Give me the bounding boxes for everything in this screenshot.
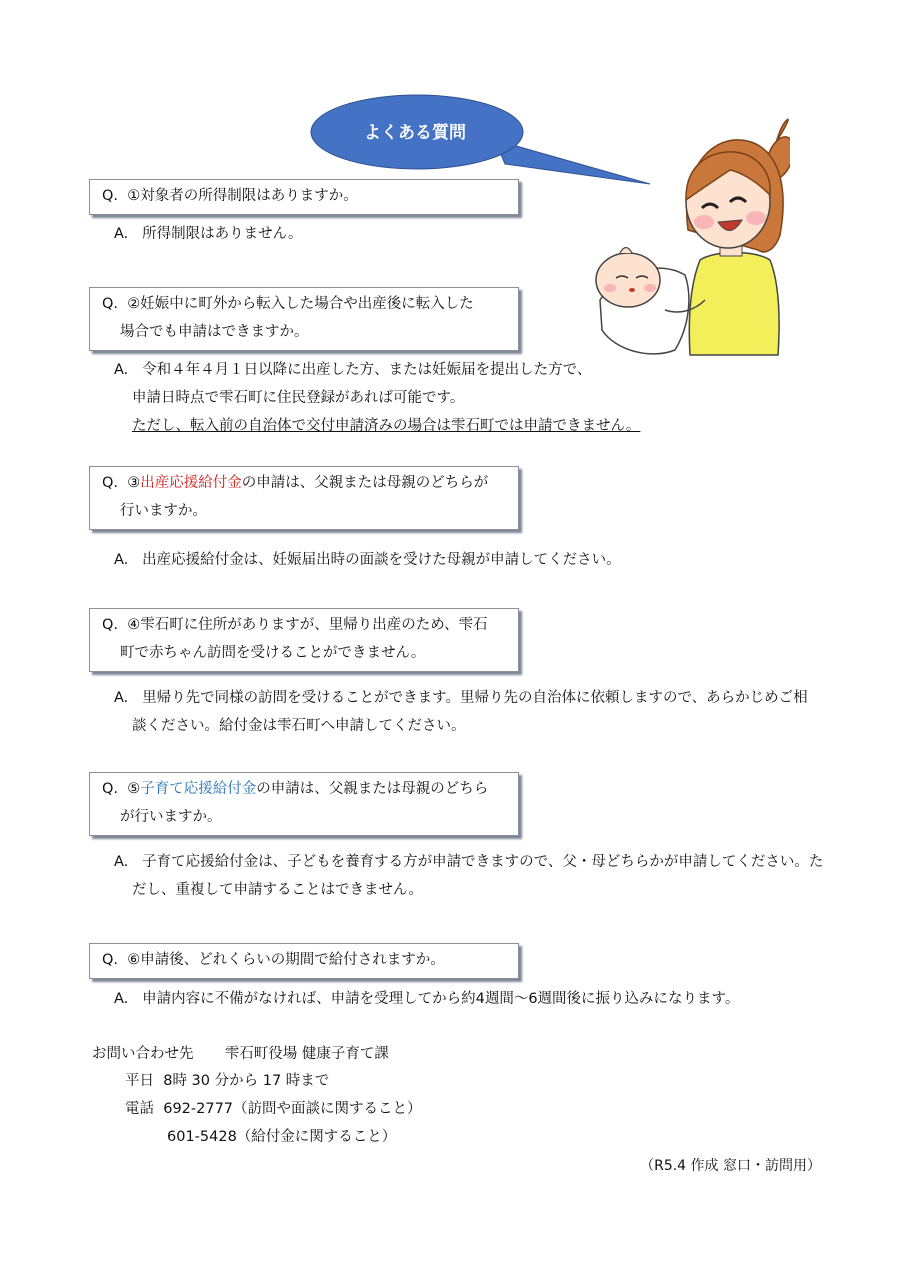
- a-prefix: A.: [114, 854, 129, 870]
- question-text: 場合でも申請はできますか。: [120, 324, 309, 340]
- answer-text: 談ください。給付金は雫石町へ申請してください。: [132, 718, 466, 734]
- phone-number-2: 601-5428（給付金に関すること）: [167, 1129, 397, 1145]
- phone-number-1: 692-2777（訪問や面談に関すること）: [163, 1101, 422, 1117]
- q-prefix: Q.: [102, 296, 119, 312]
- question-box: [89, 608, 519, 672]
- question-box: [89, 287, 519, 351]
- q-prefix: Q.: [102, 781, 119, 797]
- question-text: ④雫石町に住所がありますが、里帰り出産のため、雫石: [127, 617, 488, 633]
- contact-label: お問い合わせ先: [92, 1046, 194, 1062]
- answer-text: 出産応援給付金は、妊娠届出時の面談を受けた母親が申請してください。: [142, 552, 621, 568]
- footer-note: （R5.4 作成 窓口・訪問用）: [640, 1158, 821, 1174]
- answer-note: ただし、転入前の自治体で交付申請済みの場合は雫石町では申請できません。: [132, 418, 641, 434]
- hours-label: 平日: [125, 1073, 154, 1089]
- contact-heading: [92, 1041, 389, 1068]
- highlight-birth-support-payment: 出産応援給付金: [140, 475, 242, 491]
- question-text: ③: [127, 475, 141, 491]
- q-prefix: Q.: [102, 475, 119, 491]
- question-text: が行いますか。: [120, 809, 222, 825]
- answer-text: 子育て応援給付金は、子どもを養育する方が申請できますので、父・母どちらかが申請してください。た: [142, 854, 824, 870]
- q-prefix: Q.: [102, 188, 119, 204]
- answer: [114, 848, 823, 904]
- answer: [114, 684, 808, 740]
- answer: [114, 985, 739, 1013]
- answer-text: 申請日時点で雫石町に住民登録があれば可能です。: [132, 390, 465, 406]
- question-text: ②妊娠中に町外から転入した場合や出産後に転入した: [127, 296, 474, 312]
- contact-office: 雫石町役場 健康子育て課: [224, 1046, 389, 1062]
- answer-text: 令和４年４月１日以降に出産した方、または妊娠届を提出した方で、: [142, 362, 592, 378]
- answer: [114, 546, 621, 574]
- answer-text: 里帰り先で同様の訪問を受けることができます。里帰り先の自治体に依頼しますので、あらかじめご相: [142, 690, 808, 706]
- question-text: 行いますか。: [120, 503, 207, 519]
- question-box: [89, 943, 519, 979]
- question-text: ⑤: [127, 781, 141, 797]
- question-text: ①対象者の所得制限はありますか。: [127, 188, 358, 204]
- question-box: [89, 772, 519, 836]
- answer-text: だし、重複して申請することはできません。: [132, 882, 423, 898]
- q-prefix: Q.: [102, 952, 119, 968]
- question-text: 町で赤ちゃん訪問を受けることができません。: [120, 645, 426, 661]
- question-text: ⑥申請後、どれくらいの期間で給付されますか。: [127, 952, 445, 968]
- contact-hours: [125, 1068, 329, 1095]
- a-prefix: A.: [114, 552, 129, 568]
- answer: [114, 356, 640, 440]
- phone-label: 電話: [125, 1101, 154, 1117]
- hours-value: 8時 30 分から 17 時まで: [163, 1073, 330, 1089]
- a-prefix: A.: [114, 690, 129, 706]
- contact-phone: [125, 1096, 422, 1123]
- question-text: の申請は、父親または母親のどちら: [256, 781, 489, 797]
- question-text: の申請は、父親または母親のどちらが: [241, 475, 489, 491]
- answer-text: 所得制限はありません。: [142, 226, 303, 242]
- question-box: [89, 466, 519, 530]
- a-prefix: A.: [114, 991, 129, 1007]
- answer: [114, 220, 302, 248]
- answer-text: 申請内容に不備がなければ、申請を受理してから約4週間～6週間後に振り込みになります。: [142, 991, 740, 1007]
- q-prefix: Q.: [102, 617, 119, 633]
- highlight-childcare-support-payment: 子育て応援給付金: [140, 781, 257, 797]
- mother-baby-illustration: [580, 110, 790, 365]
- a-prefix: A.: [114, 362, 129, 378]
- page-title: よくある質問: [364, 123, 466, 143]
- question-box: [89, 179, 519, 215]
- a-prefix: A.: [114, 226, 129, 242]
